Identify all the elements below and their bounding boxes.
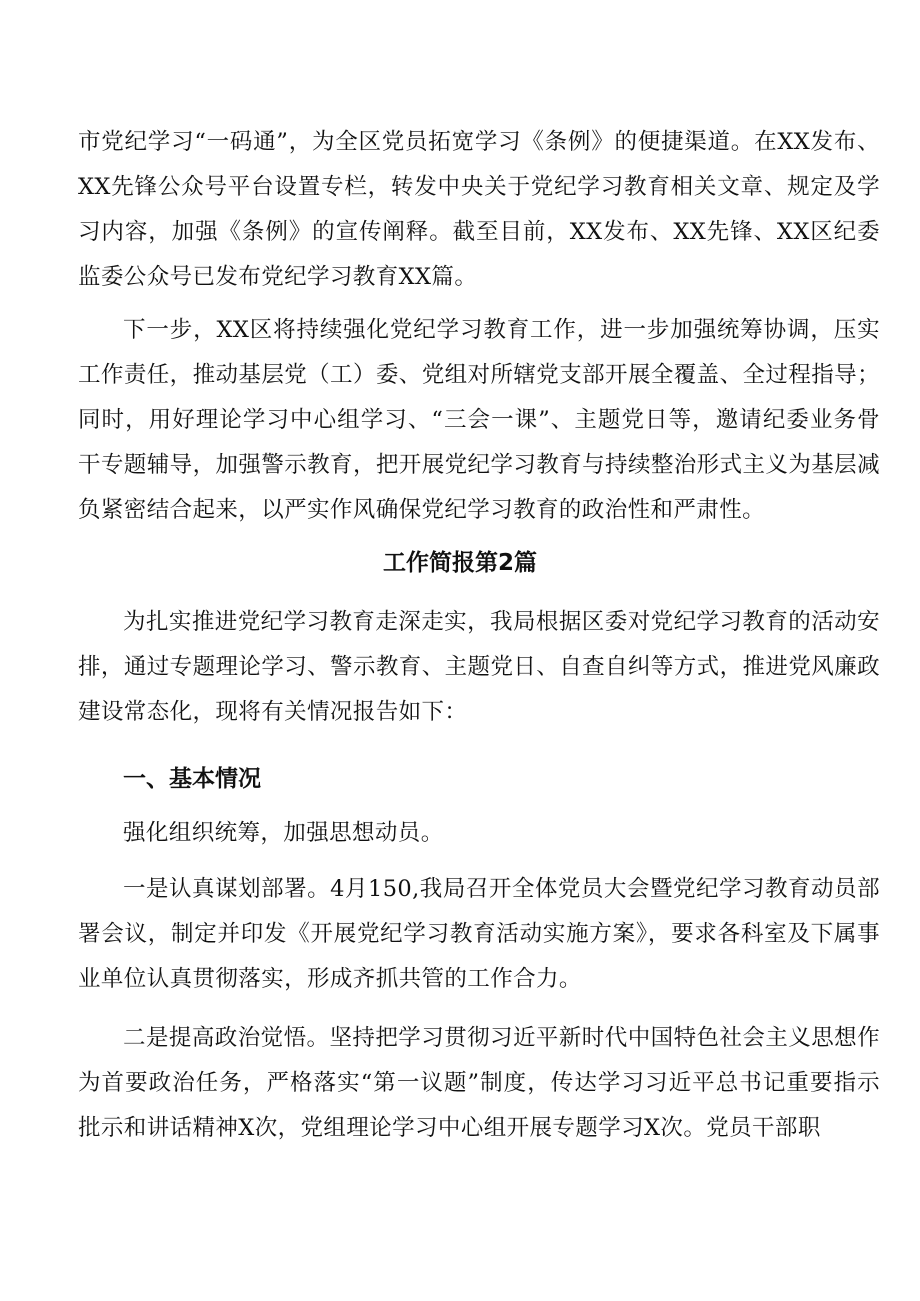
section-heading-basic: 一、基本情况 [123,766,261,792]
paragraph-political: 二是提高政治觉悟。坚持把学习贯彻习近平新时代中国特色社会主义思想作为首要政治任务，严格落实“第一议题”制度，传达学习习近平总书记重要指示批示和讲话精神X次，党组理论学习中心组开展专题学习X次。党员干部职 [78,1025,880,1141]
paragraph-organize: 强化组织统筹，加强思想动员。 [123,820,444,846]
paragraph-channels: 市党纪学习“一码通”，为全区党员拓宽学习《条例》的便捷渠道。在XX发布、XX先锋公众号平台设置专栏，转发中央关于党纪学习教育相关文章、规定及学习内容，加强《条例》的宣传阐释。截至目前，XX发布、XX先锋、XX区纪委监委公众号已发布党纪学习教育XX篇。 [78,129,880,290]
paragraph-intro: 为扎实推进党纪学习教育走深走实，我局根据区委对党纪学习教育的活动安排，通过专题理论学习、警示教育、主题党日、自查自纠等方式，推进党风廉政建设常态化，现将有关情况报告如下： [78,609,880,725]
report-heading: 工作简报第2篇 [382,550,537,576]
paragraph-next-steps: 下一步，XX区将持续强化党纪学习教育工作，进一步加强统筹协调，压实工作责任，推动基层党（工）委、党组对所辖党支部开展全覆盖、全过程指导；同时，用好理论学习中心组学习、“三会一课”、主题党日等，邀请纪委业务骨干专题辅导，加强警示教育，把开展党纪学习教育与持续整治形式主义为基层减负紧密结合起来，以严实作风确保党纪学习教育的政治性和严肃性。 [78,317,880,523]
paragraph-planning: 一是认真谋划部署。4月150,我局召开全体党员大会暨党纪学习教育动员部署会议，制定并印发《开展党纪学习教育活动实施方案》，要求各科室及下属事业单位认真贯彻落实，形成齐抓共管的工作合力。 [78,876,880,992]
